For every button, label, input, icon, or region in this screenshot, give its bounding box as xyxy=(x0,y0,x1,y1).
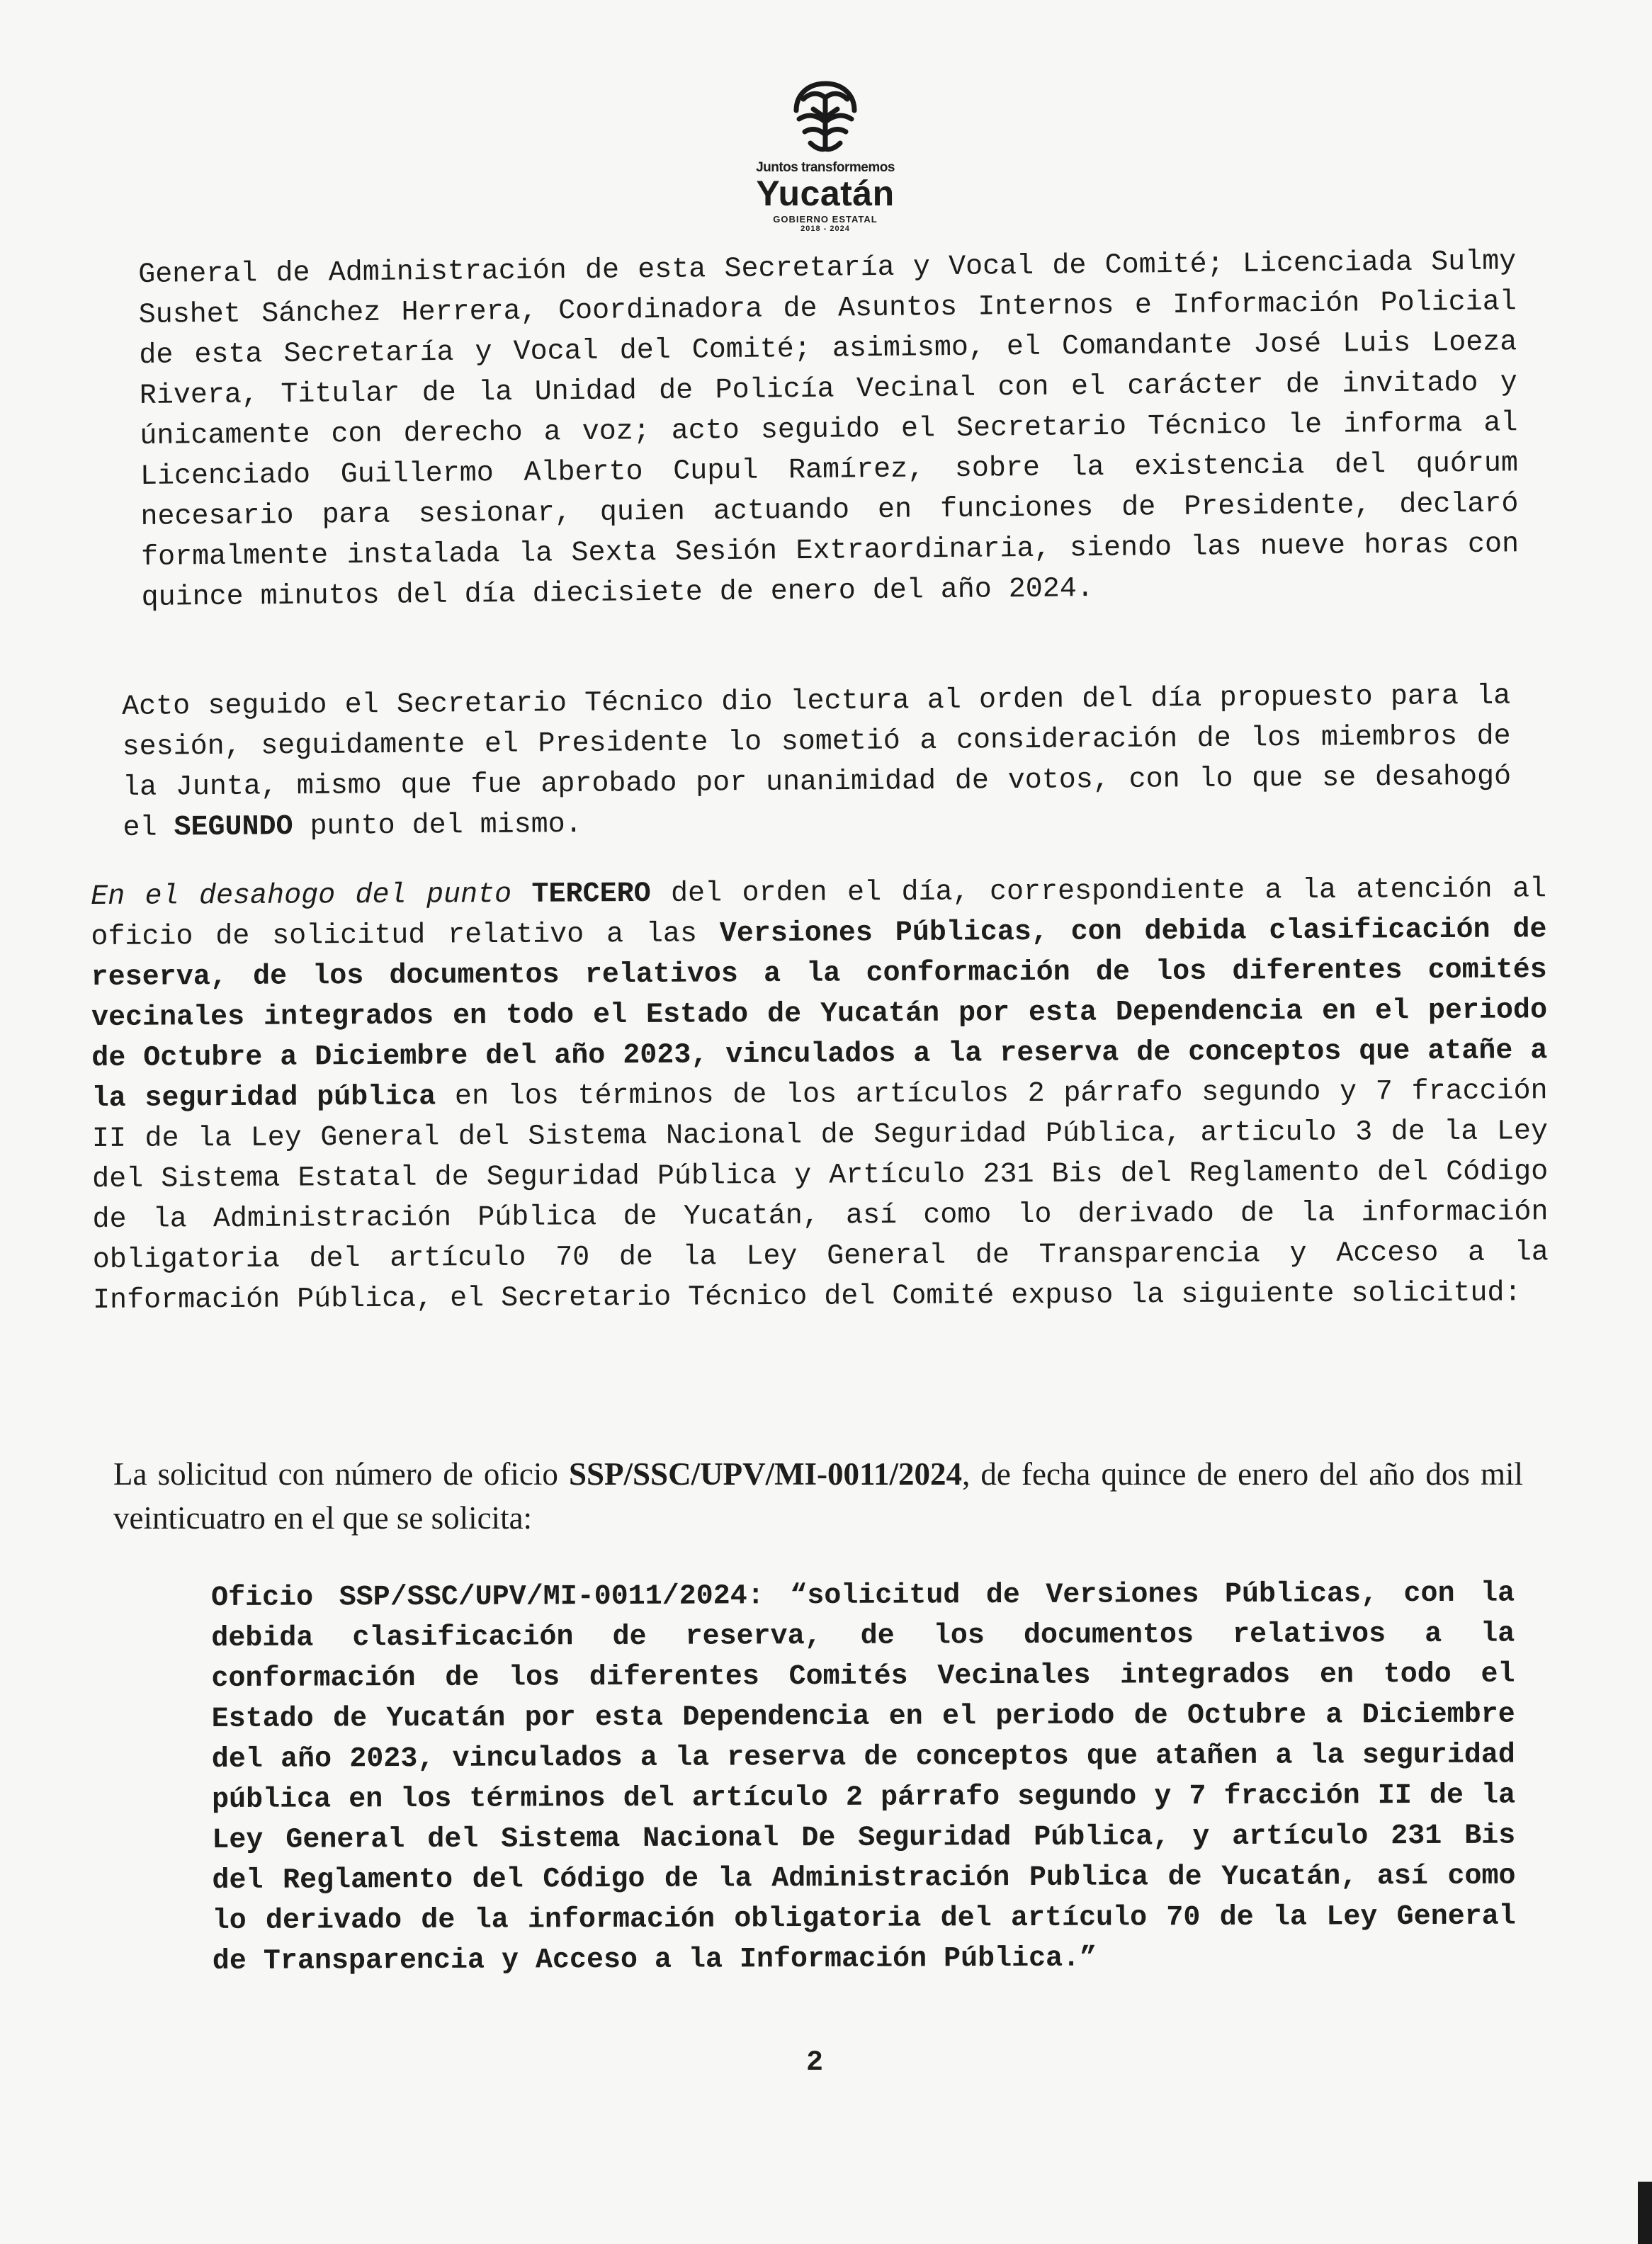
logo-tagline: Juntos transformemos xyxy=(756,160,895,175)
bold-text: SEGUNDO xyxy=(174,811,293,844)
paragraph-text: La solicitud con número de oficio xyxy=(113,1456,569,1492)
paragraph-text: Acto seguido el Secretario Técnico dio lectura al orden del día propuesto para la sesión, seguidamente el Presidente lo sometió a consideración de los miembros de la Junta, mismo que fue aprobado por unanimidad de votos, con lo que se desahogó el xyxy=(122,680,1512,844)
paragraph-text: punto del mismo. xyxy=(293,808,582,844)
bold-text: Versiones Públicas, con debida clasificación de reserva, de los documentos relativos a la conformación de los diferentes comités vecinales integrados en todo el Estado de Yucatán por esta Dependencia en el periodo de Octubre a Diciembre del año 2023, vinculados a la reserva de conceptos que atañe a la seguridad pública xyxy=(91,914,1548,1115)
paragraph-text: En el desahogo del punto xyxy=(91,878,532,913)
scan-edge xyxy=(1638,2182,1652,2244)
paragraph-text: , de fecha quince de enero del año dos mil veinticuatro en el que se solicita: xyxy=(113,1456,1523,1536)
paragraph-text: en los términos de los artículos 2 párrafo segundo y 7 fracción II de la Ley General del Sistema Nacional de Seguridad Pública, articulo 3 de la Ley del Sistema Estatal de Seguridad Pública y Artículo 231 Bis del Reglamento del Código de la Administración Pública de Yucatán, así como lo derivado de la información obligatoria del artículo 70 de la Ley General de Transparencia y Acceso a la Información Pública, el Secretario Técnico del Comité expuso la siguiente solicitud: xyxy=(91,1075,1549,1317)
logo-years: 2018 - 2024 xyxy=(800,225,850,233)
logo-name: Yucatán xyxy=(756,174,895,213)
bold-text: TERCERO xyxy=(531,878,651,911)
logo-government: GOBIERNO ESTATAL xyxy=(773,214,878,225)
paragraph-third-point xyxy=(91,869,1549,1321)
quoted-request xyxy=(211,1574,1516,1982)
paragraph-text: del orden el día, correspondiente a la atención al oficio de solicitud relativo a las xyxy=(91,873,1547,953)
paragraph-request xyxy=(113,1452,1523,1540)
paragraph-agenda xyxy=(122,676,1512,849)
government-logo xyxy=(737,78,914,233)
paragraph-text: General de Administración de esta Secretaría y Vocal de Comité; Licenciada Sulmy Sushet Sánchez Herrera, Coordinadora de Asuntos Internos e Información Policial de esta Secretaría y Vocal del Comité; asimismo, el Comandante José Luis Loeza Rivera, Titular de la Unidad de Policía Vecinal con el carácter de invitado y únicamente con derecho a voz; acto seguido el Secretario Técnico le informa al Licenciado Guillermo Alberto Cupul Ramírez, sobre la existencia del quórum necesario para sesionar, quien actuando en funciones de Presidente, declaró formalmente instalada la Sexta Sesión Extraordinaria, siendo las nueve horas con quince minutos del día diecisiete de enero del año 2024. xyxy=(138,246,1520,614)
paragraph-text: Oficio SSP/SSC/UPV/MI-0011/2024: “solicitud de Versiones Públicas, con la debida clasificación de reserva, de los documentos relativos a la conformación de los diferentes Comités Vecinales integrados en todo el Estado de Yucatán por esta Dependencia en el periodo de Octubre a Diciembre del año 2023, vinculados a la reserva de conceptos que atañen a la seguridad pública en los términos del artículo 2 párrafo segundo y 7 fracción II de la Ley General del Sistema Nacional De Seguridad Pública, y artículo 231 Bis del Reglamento del Código de la Administración Publica de Yucatán, así como lo derivado de la información obligatoria del artículo 70 de la Ley General de Transparencia y Acceso a la Información Pública.” xyxy=(211,1577,1516,1978)
bold-text: SSP/SSC/UPV/MI-0011/2024 xyxy=(568,1456,963,1492)
page-number: 2 xyxy=(805,2047,823,2079)
yucatan-emblem-icon xyxy=(786,78,864,156)
paragraph-attendees xyxy=(138,242,1520,618)
